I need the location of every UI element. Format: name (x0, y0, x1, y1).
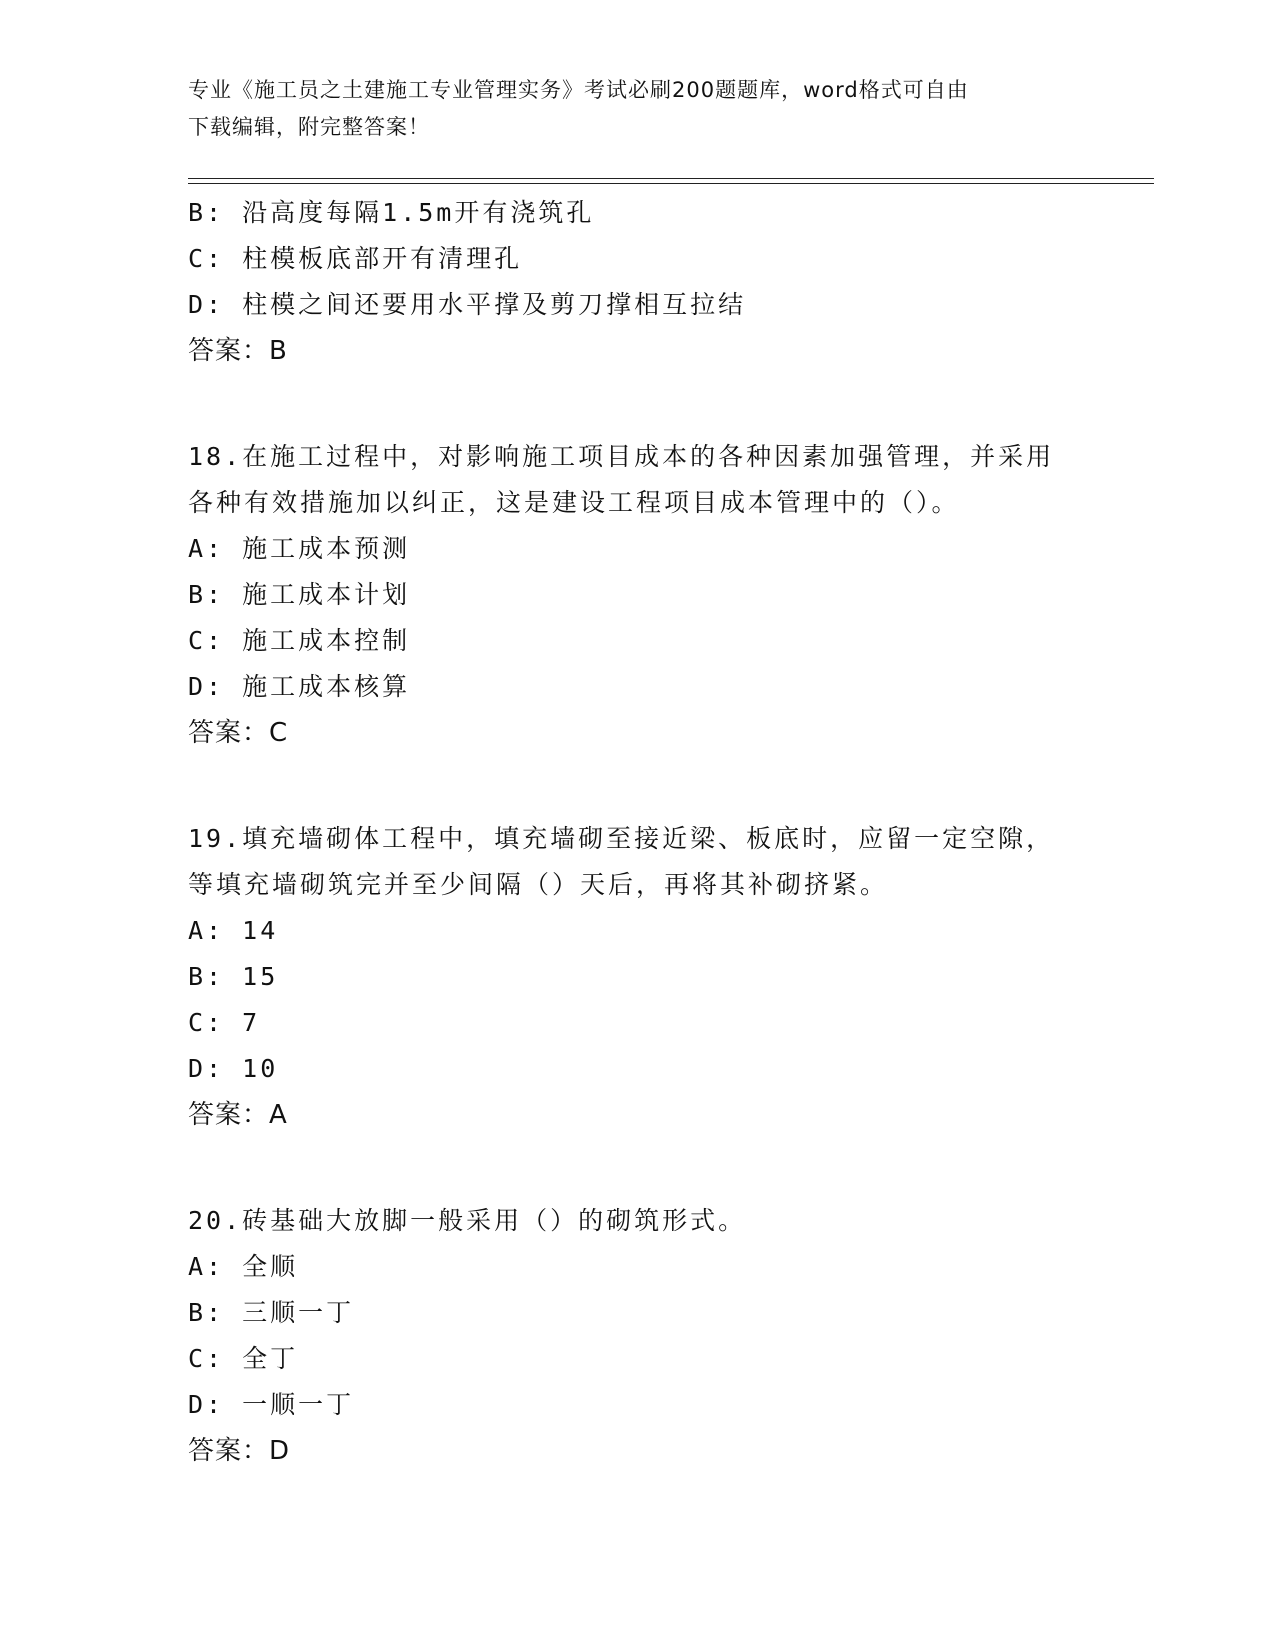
option-d: D: 施工成本核算 (188, 672, 411, 701)
option-c: C: 柱模板底部开有清理孔 (188, 244, 523, 273)
question-spacer (188, 756, 1118, 816)
option-b: B: 施工成本计划 (188, 580, 411, 609)
answer: 答案：A (188, 1100, 288, 1130)
header-divider-bottom (188, 183, 1154, 184)
option-a: A: 14 (188, 916, 279, 945)
option-a: A: 施工成本预测 (188, 534, 411, 563)
option-d: D: 柱模之间还要用水平撑及剪刀撑相互拉结 (188, 290, 747, 319)
option-b: B: 三顺一丁 (188, 1298, 355, 1327)
question-spacer (188, 374, 1118, 434)
option-d: D: 一顺一丁 (188, 1390, 355, 1419)
question-stem: 19.填充墙砌体工程中，填充墙砌至接近梁、板底时，应留一定空隙， (188, 824, 1055, 853)
option-a: A: 全顺 (188, 1252, 299, 1281)
question-stem: 18.在施工过程中，对影响施工项目成本的各种因素加强管理，并采用 (188, 442, 1055, 471)
answer: 答案：C (188, 718, 289, 748)
question-stem: 20.砖基础大放脚一般采用（）的砌筑形式。 (188, 1206, 747, 1235)
answer: 答案：B (188, 336, 288, 366)
option-c: C: 7 (188, 1008, 261, 1037)
answer: 答案：D (188, 1436, 291, 1466)
option-d: D: 10 (188, 1054, 279, 1083)
header-line-2: 下载编辑，附完整答案！ (188, 115, 430, 139)
question-spacer (188, 1138, 1118, 1198)
option-b: B: 15 (188, 962, 279, 991)
question-stem: 等填充墙砌筑完并至少间隔（）天后，再将其补砌挤紧。 (188, 870, 889, 899)
question-stem: 各种有效措施加以纠正，这是建设工程项目成本管理中的（）。 (188, 488, 960, 517)
header-divider-top (188, 178, 1154, 179)
question-20 (188, 1198, 1118, 1474)
document-header (188, 72, 1088, 146)
option-c: C: 全丁 (188, 1344, 299, 1373)
option-b: B: 沿高度每隔1.5m开有浇筑孔 (188, 198, 595, 227)
header-line-1: 专业《施工员之土建施工专业管理实务》考试必刷200题题库，word格式可自由 (188, 78, 969, 102)
question-list (188, 190, 1118, 1474)
option-c: C: 施工成本控制 (188, 626, 411, 655)
question-19 (188, 816, 1118, 1138)
question-17-continued (188, 190, 1118, 374)
question-18 (188, 434, 1118, 756)
